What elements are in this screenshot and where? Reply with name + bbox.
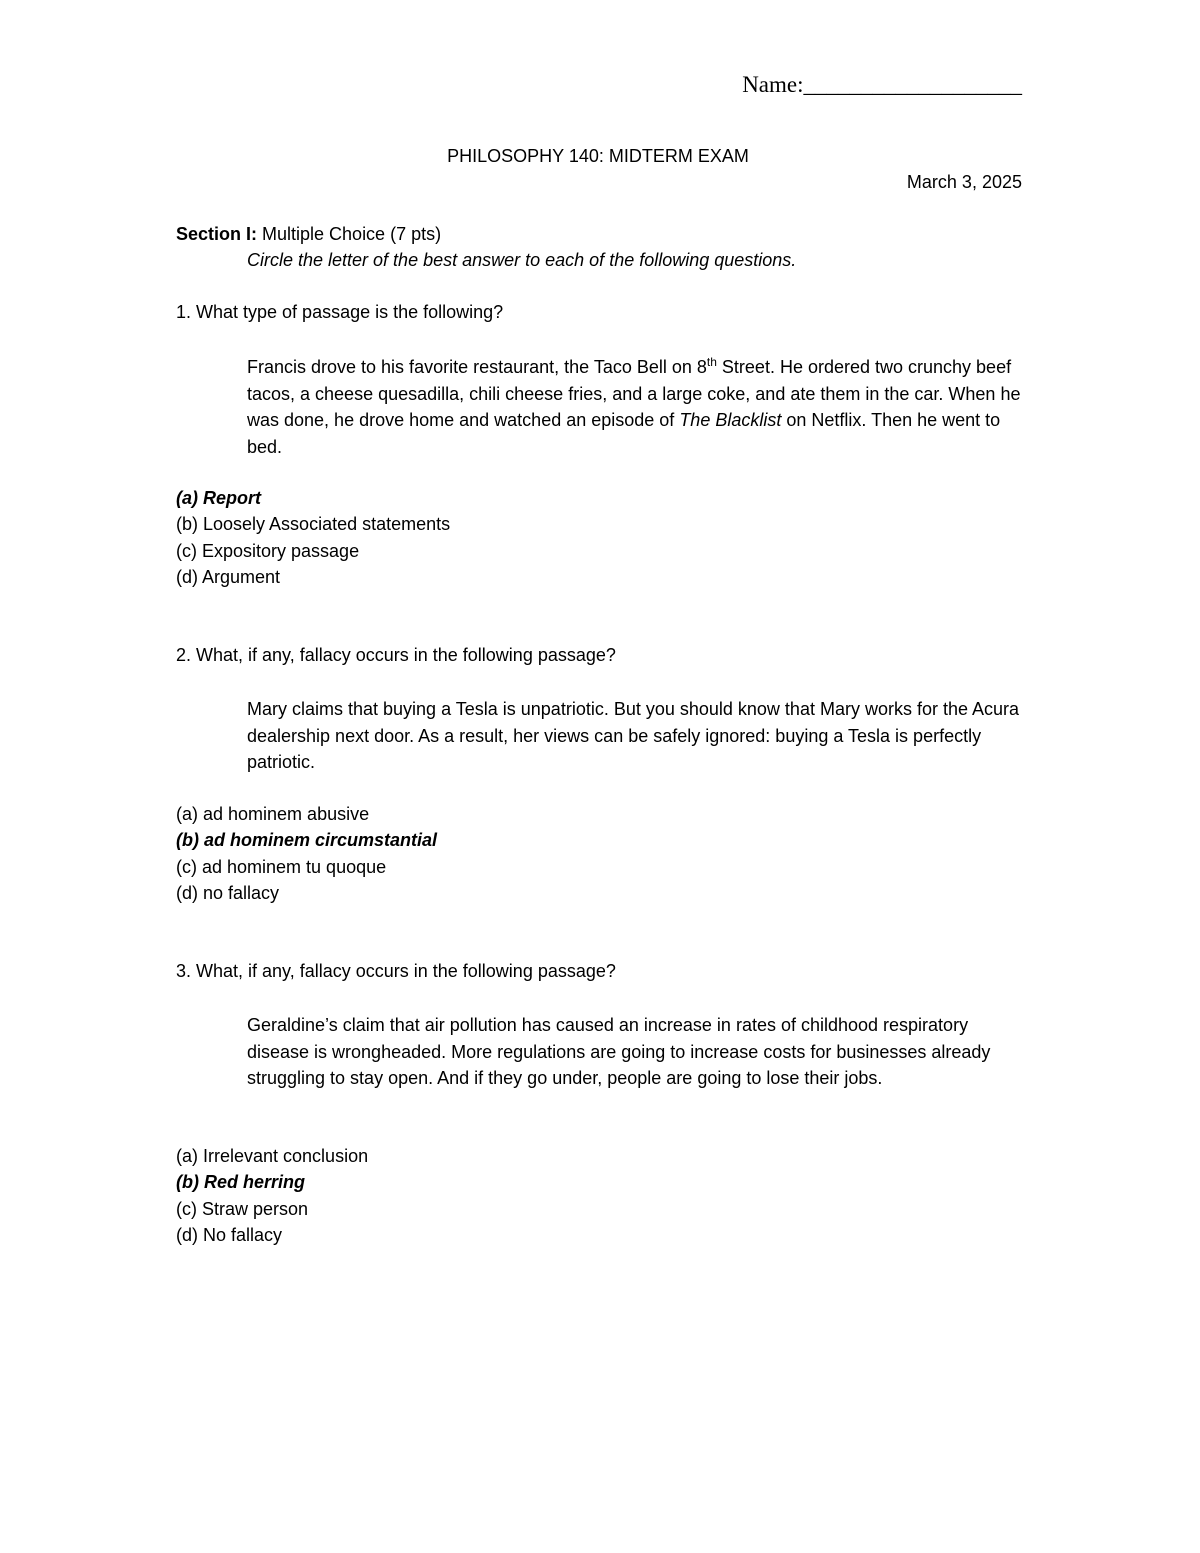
question-3-options (176, 1143, 368, 1248)
question-3-passage: Geraldine’s claim that air pollution has caused an increase in rates of childhood respiratory disease is wrongheaded. More regulations are going to increase costs for businesses already struggling to stay open. And if they go under, people are going to lose their jobs. (247, 1015, 991, 1088)
question-1-prompt: 1. What type of passage is the following? (176, 302, 504, 322)
passage-text: Francis drove to his favorite restaurant, the Taco Bell on 8 (247, 357, 707, 377)
option-c[interactable]: (c) Straw person (176, 1198, 309, 1219)
question-2-options (176, 801, 437, 906)
option-a[interactable]: (a) ad hominem abusive (176, 804, 370, 824)
question-1-passage (247, 354, 1027, 460)
option-a-selected[interactable]: (a) Report (176, 488, 261, 508)
exam-title-text: PHILOSOPHY 140: MIDTERM EXAM (447, 146, 749, 166)
passage-superscript: th (706, 355, 717, 369)
passage-text: on Netflix. Then he went to bed. (247, 410, 1001, 457)
question-2-prompt: 2. What, if any, fallacy occurs in the following passage? (176, 645, 616, 665)
question-1-options (176, 485, 450, 590)
section-heading-description: Multiple Choice (7 pts) (257, 224, 442, 244)
name-field-label: Name:___________________ (742, 72, 1022, 97)
option-c[interactable]: (c) Expository passage (176, 540, 360, 561)
option-b-selected[interactable]: (b) Red herring (176, 1172, 305, 1193)
option-d[interactable]: (d) No fallacy (176, 1224, 283, 1245)
option-a[interactable]: (a) Irrelevant conclusion (176, 1146, 369, 1166)
passage-italic-title: The Blacklist (679, 410, 782, 430)
option-c[interactable]: (c) ad hominem tu quoque (176, 856, 387, 877)
section-heading (176, 224, 441, 245)
question-3-prompt: 3. What, if any, fallacy occurs in the following passage? (176, 961, 616, 981)
exam-date: March 3, 2025 (906, 172, 1022, 192)
section-heading-label: Section I: (176, 224, 258, 244)
exam-title (0, 146, 1200, 167)
section-instructions: Circle the letter of the best answer to each of the following questions. (247, 250, 797, 270)
option-d[interactable]: (d) Argument (176, 566, 281, 587)
passage-text: Street. He ordered two crunchy beef tacos, a cheese quesadilla, chili cheese fries, and a large coke, and ate them in the car. When he was done, he drove home and watched an episode of (247, 357, 1021, 430)
option-b[interactable]: (b) Loosely Associated statements (176, 514, 451, 535)
option-b-selected[interactable]: (b) ad hominem circumstantial (176, 830, 438, 851)
question-2-passage: Mary claims that buying a Tesla is unpatriotic. But you should know that Mary works for the Acura dealership next door. As a result, her views can be safely ignored: buying a Tesla is perfectly patriotic. (247, 699, 1020, 772)
option-d[interactable]: (d) no fallacy (176, 882, 280, 903)
